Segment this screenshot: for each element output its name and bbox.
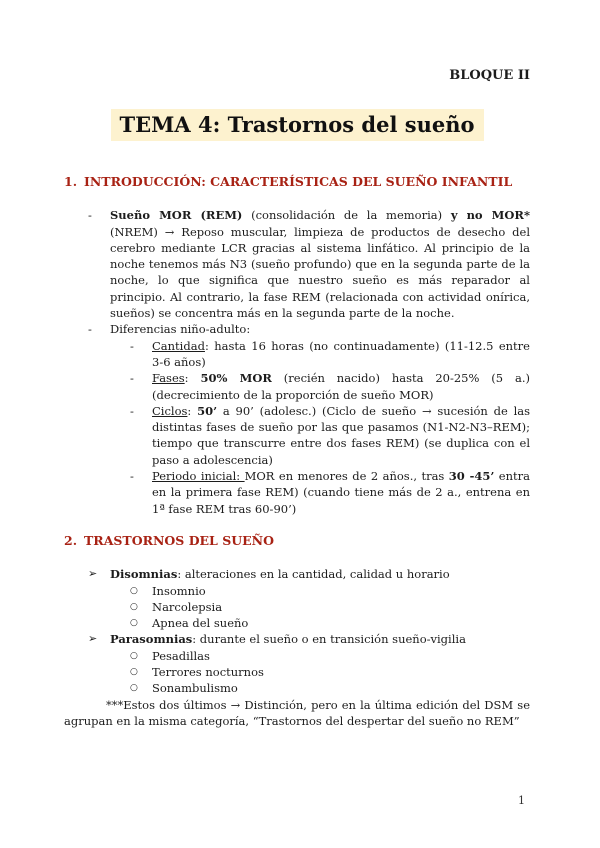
paragraph-periodo-inicial xyxy=(152,468,530,517)
underline-fases: Fases xyxy=(152,371,185,386)
dash-bullet: - xyxy=(130,338,134,353)
paragraph-ciclos xyxy=(152,403,530,468)
paragraph-sonambulismo: Sonambulismo xyxy=(152,681,238,696)
circle-bullet: ○ xyxy=(130,601,138,612)
list-item-narcolepsia xyxy=(130,599,530,615)
dash-bullet: - xyxy=(130,403,134,418)
paragraph-pesadillas: Pesadillas xyxy=(152,648,210,663)
text-segment: entra en la primera fase REM) (cuando tiene más de 2 a., entrena en 1ª fase REM tras 60-90’) xyxy=(152,469,530,516)
page-number: 1 xyxy=(518,794,525,807)
bold-50-min: 50’ xyxy=(197,403,218,418)
bold-no-mor: y no MOR* xyxy=(450,208,530,223)
section-2-title: TRASTORNOS DEL SUEÑO xyxy=(84,532,274,548)
bold-30-45-min: 30 -45’ xyxy=(448,469,495,484)
list-item-parasomnias xyxy=(88,631,530,647)
list-item-pesadillas xyxy=(130,648,530,664)
circle-bullet: ○ xyxy=(130,667,138,678)
section-1-number: 1. xyxy=(64,174,78,189)
paragraph-cantidad xyxy=(152,338,530,371)
section-1-list xyxy=(64,207,530,517)
circle-bullet: ○ xyxy=(130,618,138,629)
list-item-sonambulismo xyxy=(130,680,530,696)
arrow-bullet: ➢ xyxy=(88,632,98,646)
text-segment: : durante el sueño o en transición sueño-vigilia xyxy=(192,632,466,647)
text-segment: (NREM) → Reposo muscular, limpieza de productos de desecho del cerebro mediante LCR gracias al sistema linfático. Al principio de la noche tenemos más N3 (sueño profundo) que en la segunda parte de la noche, lo que significa que nuestro sueño es más reparador al principio. Al contrario, la fase REM (relacionada con actividad onírica, sueños) se concentra más en la segunda parte de la noche. xyxy=(110,224,530,321)
paragraph-terrores: Terrores nocturnos xyxy=(152,665,264,680)
text-segment: : alteraciones en la cantidad, calidad u horario xyxy=(177,567,450,582)
paragraph-narcolepsia: Narcolepsia xyxy=(152,599,223,614)
paragraph-rem-nrem xyxy=(110,207,530,321)
underline-periodo-inicial: Periodo inicial: xyxy=(152,469,245,484)
text-segment: : xyxy=(187,403,198,418)
bold-parasomnias: Parasomnias xyxy=(110,632,193,647)
text-segment: : xyxy=(184,371,201,386)
section-1-title: INTRODUCCIÓN: CARACTERÍSTICAS DEL SUEÑO INFANTIL xyxy=(84,174,513,189)
section-1-heading xyxy=(64,174,530,190)
text-segment: (recién nacido) hasta 20-25% (5 a.) (decrecimiento de la proporción de sueño MOR) xyxy=(152,371,530,402)
list-item-terrores xyxy=(130,664,530,680)
text-segment: : hasta 16 horas (no continuadamente) (11-12.5 entre 3-6 años) xyxy=(152,338,530,369)
list-item-apnea xyxy=(130,615,530,631)
underline-ciclos: Ciclos xyxy=(152,403,188,418)
list-item-rem-nrem xyxy=(88,207,530,321)
text-segment: MOR en menores de 2 años., tras xyxy=(244,469,449,484)
list-item-diferencias xyxy=(88,321,530,337)
paragraph-diferencias: Diferencias niño-adulto: xyxy=(110,322,251,337)
block-label: BLOQUE II xyxy=(449,68,530,83)
page-title: TEMA 4: Trastornos del sueño xyxy=(111,109,484,141)
circle-bullet: ○ xyxy=(130,683,138,694)
list-item-cantidad xyxy=(130,338,530,371)
list-item-fases xyxy=(130,370,530,403)
bold-sueno-mor: Sueño MOR (REM) xyxy=(110,208,243,223)
text-segment: (consolidación de la memoria) xyxy=(242,208,451,223)
section-2-number: 2. xyxy=(64,532,78,548)
dsm-note xyxy=(64,697,530,730)
title-row xyxy=(64,109,530,141)
note-stars: *** xyxy=(106,697,124,712)
dash-bullet: - xyxy=(88,322,92,337)
paragraph-disomnias xyxy=(110,566,530,582)
list-item-ciclos xyxy=(130,403,530,468)
paragraph-fases xyxy=(152,370,530,403)
circle-bullet: ○ xyxy=(130,650,138,661)
section-2-list xyxy=(64,566,530,696)
arrow-bullet: ➢ xyxy=(88,567,98,581)
bold-50-mor: 50% MOR xyxy=(200,371,272,386)
list-item-insomnio xyxy=(130,583,530,599)
circle-bullet: ○ xyxy=(130,585,138,596)
list-item-disomnias xyxy=(88,566,530,582)
paragraph-apnea: Apnea del sueño xyxy=(152,616,249,631)
dash-bullet: - xyxy=(88,208,92,223)
bold-disomnias: Disomnias xyxy=(110,567,178,582)
paragraph-insomnio: Insomnio xyxy=(152,583,206,598)
underline-cantidad: Cantidad xyxy=(152,338,205,353)
text-segment: a 90’ (adolesc.) (Ciclo de sueño → sucesión de las distintas fases de sueño por las que pasamos (N1-N2-N3–REM); tiempo que transcurre entre dos fases REM) (se duplica con el paso a adolescencia) xyxy=(152,403,531,467)
section-2-heading xyxy=(64,533,530,549)
list-item-periodo-inicial xyxy=(130,468,530,517)
dash-bullet: - xyxy=(130,371,134,386)
note-text: Estos dos últimos → Distinción, pero en la última edición del DSM se agrupan en la misma categoría, “Trastornos del despertar del sueño no REM” xyxy=(64,697,530,728)
paragraph-parasomnias xyxy=(110,631,530,647)
dash-bullet: - xyxy=(130,469,134,484)
